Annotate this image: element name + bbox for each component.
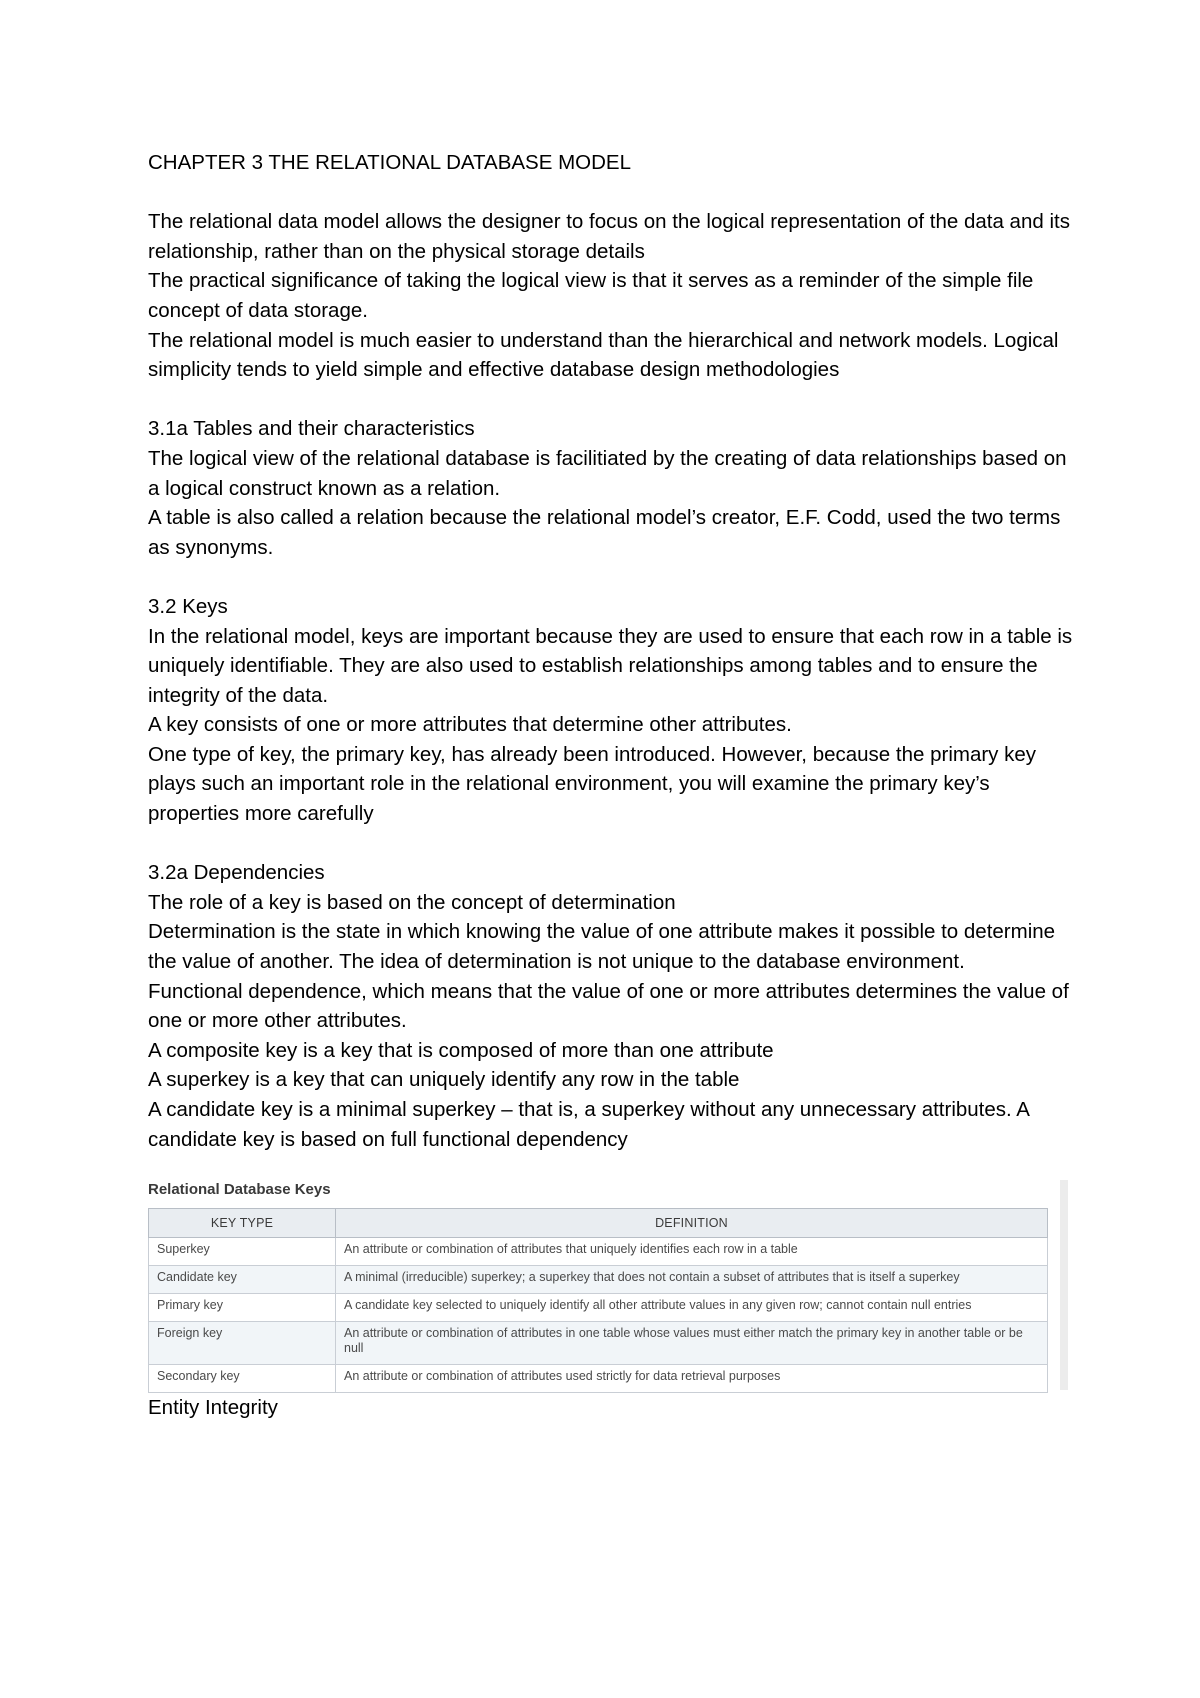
keys-table: [148, 1208, 1048, 1393]
table-row: [149, 1365, 1048, 1393]
section-3-2a-heading: 3.2a Dependencies: [148, 861, 325, 885]
keys-table-figure: [148, 1180, 1058, 1390]
header-key-type: KEY TYPE: [149, 1209, 336, 1238]
intro-paragraph-2: The practical significance of taking the logical view is that it serves as a reminder of the simple file concept of data storage.: [148, 269, 1034, 322]
definition-cell: An attribute or combination of attributes that uniquely identifies each row in a table: [336, 1238, 1048, 1266]
table-row: [149, 1238, 1048, 1266]
header-definition: DEFINITION: [336, 1209, 1048, 1238]
definition-cell: A candidate key selected to uniquely identify all other attribute values in any given row; cannot contain null entries: [336, 1294, 1048, 1322]
definition-cell: A minimal (irreducible) superkey; a superkey that does not contain a subset of attributes that is itself a superkey: [336, 1266, 1048, 1294]
section-3-2a-paragraph-5: A superkey is a key that can uniquely identify any row in the table: [148, 1068, 740, 1092]
definition-cell: An attribute or combination of attributes used strictly for data retrieval purposes: [336, 1365, 1048, 1393]
table-row: [149, 1322, 1048, 1365]
document-body: [148, 148, 1073, 1154]
chapter-title: CHAPTER 3 THE RELATIONAL DATABASE MODEL: [148, 151, 632, 174]
section-3-1a-paragraph-1: The logical view of the relational database is facilitiated by the creating of data relationships based on a logical construct known as a relation.: [148, 446, 1067, 500]
figure-edge-shadow: [1060, 1180, 1068, 1390]
table-row: [149, 1294, 1048, 1322]
intro-paragraph-3: The relational model is much easier to understand than the hierarchical and network models. Logical simplicity tends to yield simple and effective database design methodologies: [148, 328, 1059, 382]
intro-paragraph-1: The relational data model allows the designer to focus on the logical representation of the data and its relationship, rather than on the physical storage details: [148, 210, 1070, 263]
spacer: [148, 178, 1073, 208]
key-type-cell: Primary key: [149, 1294, 336, 1322]
spacer: [148, 562, 1073, 592]
section-3-2a-paragraph-1: The role of a key is based on the concept of determination: [148, 890, 676, 914]
section-3-1a-paragraph-2: A table is also called a relation because the relational model’s creator, E.F. Codd, used the two terms as synonyms.: [148, 506, 1061, 559]
spacer: [148, 829, 1073, 859]
spacer: [148, 385, 1073, 415]
section-3-2a-paragraph-4: A composite key is a key that is composed of more than one attribute: [148, 1038, 774, 1062]
key-type-cell: Candidate key: [149, 1266, 336, 1294]
definition-cell: An attribute or combination of attributes in one table whose values must either match the primary key in another table or be null: [336, 1322, 1048, 1365]
section-3-1a-heading: 3.1a Tables and their characteristics: [148, 417, 475, 441]
entity-integrity-heading: Entity Integrity: [148, 1396, 278, 1419]
section-3-2a-paragraph-6: A candidate key is a minimal superkey – that is, a superkey without any unnecessary attributes. A candidate key is based on full functional dependency: [148, 1098, 1029, 1151]
section-3-2-paragraph-1: In the relational model, keys are important because they are used to ensure that each row in a table is uniquely identifiable. They are also used to establish relationships among tables and to ensure the integrity of the data.: [148, 624, 1073, 707]
section-3-2-heading: 3.2 Keys: [148, 594, 228, 618]
table-row: [149, 1266, 1048, 1294]
key-type-cell: Foreign key: [149, 1322, 336, 1365]
table-caption: Relational Database Keys: [148, 1181, 331, 1198]
key-type-cell: Superkey: [149, 1238, 336, 1266]
section-3-2a-paragraph-3: Functional dependence, which means that the value of one or more attributes determines the value of one or more other attributes.: [148, 979, 1069, 1033]
section-3-2-paragraph-2: A key consists of one or more attributes that determine other attributes.: [148, 713, 792, 737]
key-type-cell: Secondary key: [149, 1365, 336, 1393]
section-3-2a-paragraph-2: Determination is the state in which knowing the value of one attribute makes it possible to determine the value of another. The idea of determination is not unique to the database environment.: [148, 920, 1056, 974]
table-header-row: [149, 1209, 1048, 1238]
section-3-2-paragraph-3: One type of key, the primary key, has already been introduced. However, because the primary key plays such an important role in the relational environment, you will examine the primary key’s properties more carefully: [148, 742, 1037, 826]
